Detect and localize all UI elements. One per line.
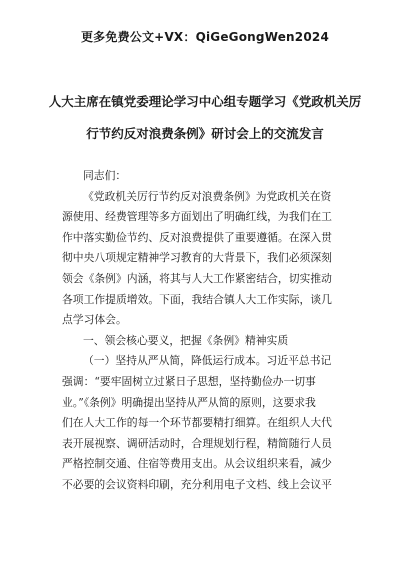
paragraph-line: 们在人大工作的每一个环节都要精打细算。在组织人大代 [62, 416, 332, 430]
paragraph-line: 领会《条例》内涵，将其与人大工作紧密结合，切实推动 [62, 271, 332, 285]
paragraph-line: 业。”《条例》明确提出坚持从严从简的原则，这要求我 [62, 395, 316, 409]
paragraph-line: 各项工作提质增效。下面，我结合镇人大工作实际，谈几 [62, 292, 332, 306]
paragraph-line: 表开展视察、调研活动时，合理规划行程，精简随行人员 [62, 436, 332, 450]
document-title-line-1: 人大主席在镇党委理论学习中心组专题学习《党政机关厉 [48, 94, 362, 109]
paragraph-line: 严格控制交通、住宿等费用支出。从会议组织来看，减少 [62, 457, 332, 471]
paragraph-line: 作中落实勤俭节约、反对浪费提供了重要遵循。在深入贯 [62, 230, 332, 244]
paragraph-line: 彻中央八项规定精神学习教育的大背景下，我们必须深刻 [62, 251, 332, 265]
paragraph-line: 不必要的会议资料印刷，充分利用电子文档、线上会议平 [62, 477, 332, 491]
section-heading: 一、领会核心要义，把握《条例》精神实质 [83, 333, 289, 347]
paragraph-line: 源使用、经费管理等多方面划出了明确红线，为我们在工 [62, 210, 332, 224]
paragraph-line: （一）坚持从严从简，降低运行成本。习近平总书记 [83, 354, 332, 368]
paragraph-line: 点学习体会。 [62, 313, 127, 327]
paragraph-line: 《党政机关厉行节约反对浪费条例》为党政机关在资 [83, 189, 332, 203]
page-header: 更多免费公文+VX：QiGeGongWen2024 [80, 30, 329, 44]
document-title-line-2: 行节约反对浪费条例》研讨会上的交流发言 [86, 126, 324, 141]
salutation: 同志们： [83, 169, 127, 182]
document-body [62, 166, 362, 496]
paragraph-line: 强调：“要牢固树立过紧日子思想，坚持勤俭办一切事 [62, 374, 316, 388]
